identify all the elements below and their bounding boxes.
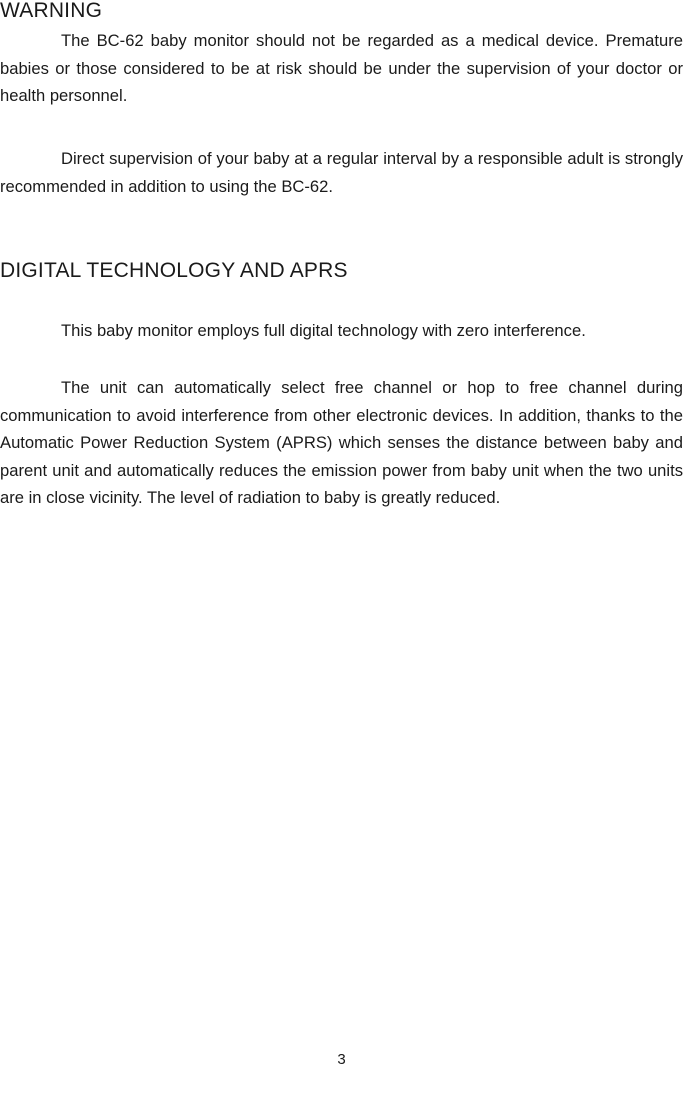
digital-technology-heading: DIGITAL TECHNOLOGY AND APRS — [0, 259, 348, 282]
digital-paragraph-1: This baby monitor employs full digital technology with zero interference. — [61, 321, 586, 340]
page-number: 3 — [337, 1051, 346, 1068]
warning-paragraph-2: Direct supervision of your baby at a regular interval by a responsible adult is strongly recommended in addition to using the BC-62. — [0, 149, 683, 196]
digital-paragraph-2: The unit can automatically select free channel or hop to free channel during communication to avoid interference from other electronic devices. In addition, thanks to the Automatic Power Reduction System (APRS) which senses the distance between baby and parent unit and automatically reduces the emission power from baby unit when the two units are in close vicinity. The level of radiation to baby is greatly reduced. — [0, 378, 683, 507]
warning-paragraph-1: The BC-62 baby monitor should not be regarded as a medical device. Premature babies or those considered to be at risk should be under the supervision of your doctor or health personnel. — [0, 31, 683, 105]
warning-heading: WARNING — [0, 0, 103, 22]
